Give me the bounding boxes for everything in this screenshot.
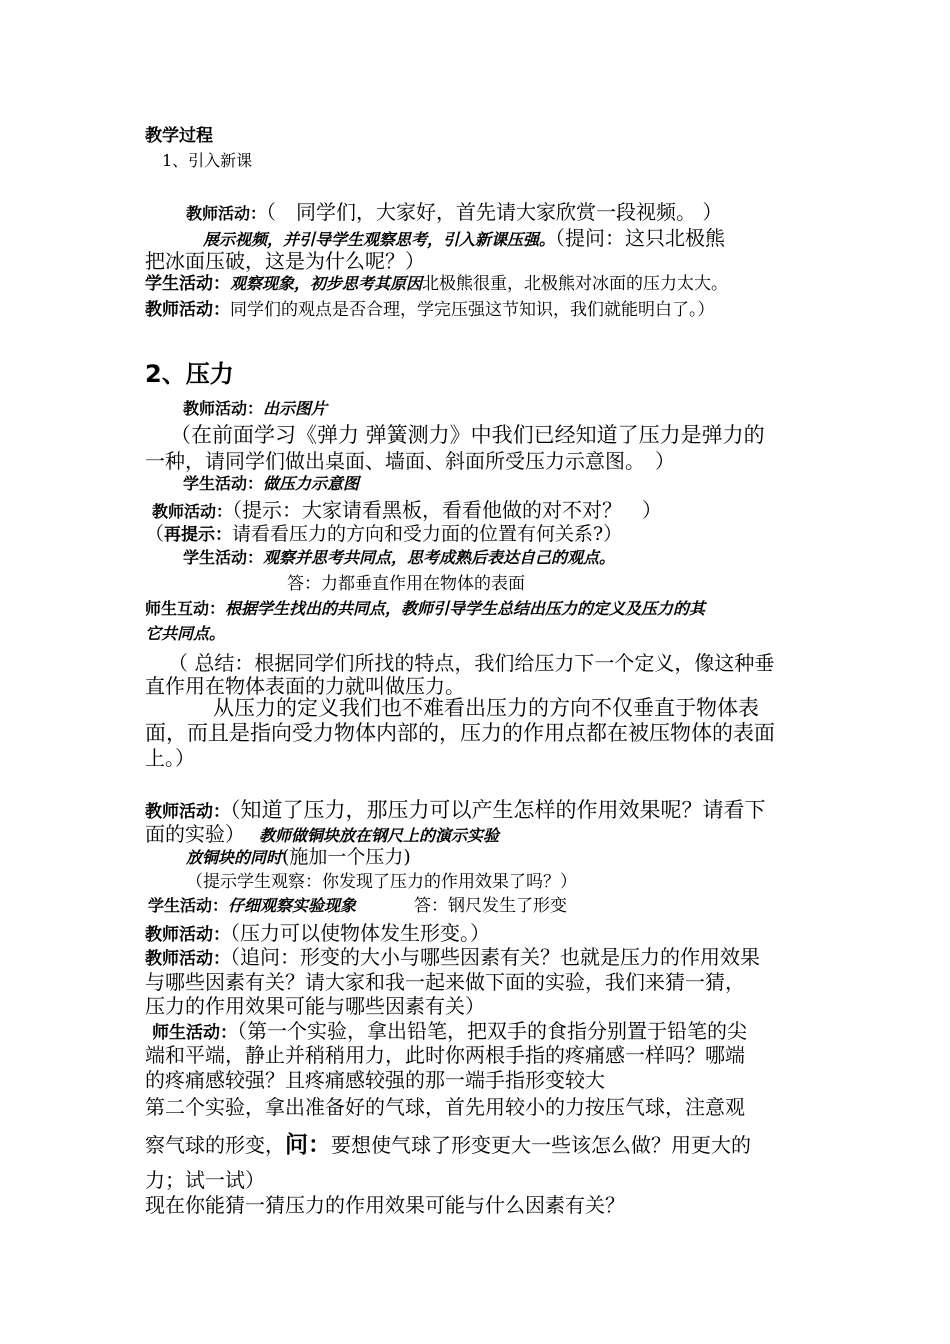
p2-t1-text-a: （在前面学习《弹力 弹簧测力》中我们已经知道了压力是弹力的 (170, 423, 765, 447)
teacher-activity-label: 教师活动： (145, 300, 230, 320)
place-block-text: 放铜块的同时 (186, 848, 283, 867)
experiment2-text-c: 要想使气球了形变更大一些该怎么做？用更大的 (331, 1133, 751, 1157)
teacher-activity-label: 教师活动： (186, 204, 267, 223)
part1-heading: 1、引入新课 (162, 151, 253, 170)
interaction-text-b: 端和平端，静止并稍稍用力，此时你两根手指的疼痛感一样吗？哪端 (145, 1043, 745, 1067)
definition-text-c: 上。） (145, 746, 195, 770)
answer-text: 答：力都垂直作用在物体的表面 (287, 574, 525, 594)
p2-t3-place-line (186, 848, 411, 867)
interaction-text-c: 的疼痛感较强？且疼痛感较强的那一端手指形变较大 (145, 1068, 605, 1092)
definition-text-a: 从压力的定义我们也不难看出压力的方向不仅垂直于物体表 (213, 696, 759, 720)
question-label: 问： (285, 1132, 331, 1158)
p1-teacher-line (186, 202, 722, 222)
p2-exp2-line (145, 1134, 751, 1157)
teacher-activity-text-a: （知道了压力，那压力可以产生怎样的作用效果呢？请看下 (230, 798, 766, 822)
p2-ts-line (145, 601, 705, 617)
observe-prompt-text: （提示学生观察：你发现了压力的作用效果了吗？） (186, 872, 577, 892)
show-video-text: 展示视频，并引导学生观察思考，引入新课压强。 (203, 230, 556, 249)
p2-t1-text-b: 一种，请同学们做出桌面、墙面、斜面所受压力示意图。 ） (145, 449, 675, 473)
interaction-label: 师生活动： (152, 1023, 237, 1043)
re-prompt-text: 请看看压力的方向和受力面的位置有何关系?） (232, 523, 623, 545)
teacher-action-text: 出示图片 (263, 399, 328, 418)
definition-text-b: 面，而且是指向受力物体内部的，压力的作用点都在被压物体的表面 (145, 721, 775, 745)
teacher-activity-label: 教师活动： (183, 399, 264, 418)
interaction-text-a: 根据学生找出的共同点，教师引导学生总结出压力的定义及压力的其 (225, 599, 706, 618)
teacher-activity-label: 教师活动： (145, 802, 230, 822)
part2-heading: 2、压力 (145, 360, 234, 388)
student-answer-text: 答：钢尺发生了形变 (414, 896, 568, 916)
p2-re-prompt-line (145, 525, 622, 544)
interaction-text-b: 它共同点。 (145, 624, 226, 643)
summary-text-b: 直作用在物体表面的力就叫做压力。 (145, 674, 465, 698)
teacher-activity-label: 教师活动： (152, 502, 233, 521)
student-action-text: 观察并思考共同点，思考成熟后表达自己的观点。 (263, 548, 616, 567)
p2-t1-line (183, 401, 327, 417)
p1-video-line (203, 228, 725, 248)
p2-t5-line (145, 947, 760, 968)
p1-teacher2-line (145, 302, 715, 319)
section-title: 教学过程 (145, 126, 213, 146)
interaction-text-a: （第一个实验，拿出铅笔，把双手的食指分别置于铅笔的尖 (237, 1019, 747, 1043)
student-observe-text: 观察现象，初步思考其原因 (230, 274, 423, 293)
student-activity-label: 学生活动： (183, 548, 264, 567)
student-activity-label: 学生活动： (145, 274, 230, 294)
p2-t4-line (145, 923, 490, 944)
teacher-demo-text: 教师做铜块放在钢尺上的演示实验 (259, 826, 500, 845)
student-answer-text: 北极熊很重，北极熊对冰面的压力太大。 (422, 274, 729, 294)
p2-s1-line (183, 476, 359, 492)
summary-text-a: （ 总结：根据同学们所找的特点，我们给压力下一个定义，像这种垂 (168, 651, 775, 675)
student-action-text: 仔细观察实验现象 (228, 896, 357, 915)
re-prompt-open: （ (145, 523, 165, 545)
student-activity-label: 学生活动： (183, 474, 264, 493)
teacher-activity-text-b: 与哪些因素有关？请大家和我一起来做下面的实验，我们来猜一猜， (145, 970, 745, 994)
p2-t3-line (145, 800, 766, 821)
apply-force-text: (施加一个压力) (282, 846, 411, 868)
teacher-activity-text: （ 同学们，大家好，首先请大家欣赏一段视频。 ） (266, 200, 723, 224)
teacher-activity-text-a: （追问：形变的大小与哪些因素有关？也就是压力的作用效果 (230, 945, 760, 969)
interaction-label: 师生互动： (145, 599, 226, 618)
experiment2-text-a: 第二个实验，拿出准备好的气球，首先用较小的力按压气球，注意观 (145, 1095, 745, 1119)
teacher-activity-text: （压力可以使物体发生形变。） (230, 921, 490, 945)
final-question-text: 现在你能猜一猜压力的作用效果可能与什么因素有关？ (145, 1193, 625, 1217)
p2-t3-line-b (145, 824, 499, 844)
question-text-b: 把冰面压破，这是为什么呢？） (145, 249, 425, 273)
question-text-a: （提问：这只北极熊 (555, 226, 726, 250)
experiment2-text-d: 力；试一试） (145, 1168, 265, 1192)
re-prompt-label: 再提示： (164, 525, 233, 545)
p1-student-line (145, 276, 728, 293)
p2-s3-line (148, 898, 567, 915)
student-action-text: 做压力示意图 (263, 474, 360, 493)
teacher-activity-label: 教师活动： (145, 925, 230, 945)
p2-s2-line (183, 550, 615, 566)
teacher-activity-text: 同学们的观点是否合理，学完压强这节知识，我们就能明白了。） (230, 300, 715, 320)
teacher-activity-label: 教师活动： (145, 949, 230, 969)
student-activity-label: 学生活动： (148, 896, 229, 915)
p2-ts2-line (152, 1021, 747, 1042)
experiment2-text-b: 察气球的形变， (145, 1133, 285, 1157)
teacher-activity-text: （提示：大家请看黑板，看看他做的对不对？ ） (232, 498, 663, 522)
teacher-activity-text-c: 压力的作用效果可能与哪些因素有关） (145, 994, 485, 1018)
p2-t2-line (152, 500, 662, 520)
teacher-activity-text-b: 面的实验） (145, 822, 245, 846)
